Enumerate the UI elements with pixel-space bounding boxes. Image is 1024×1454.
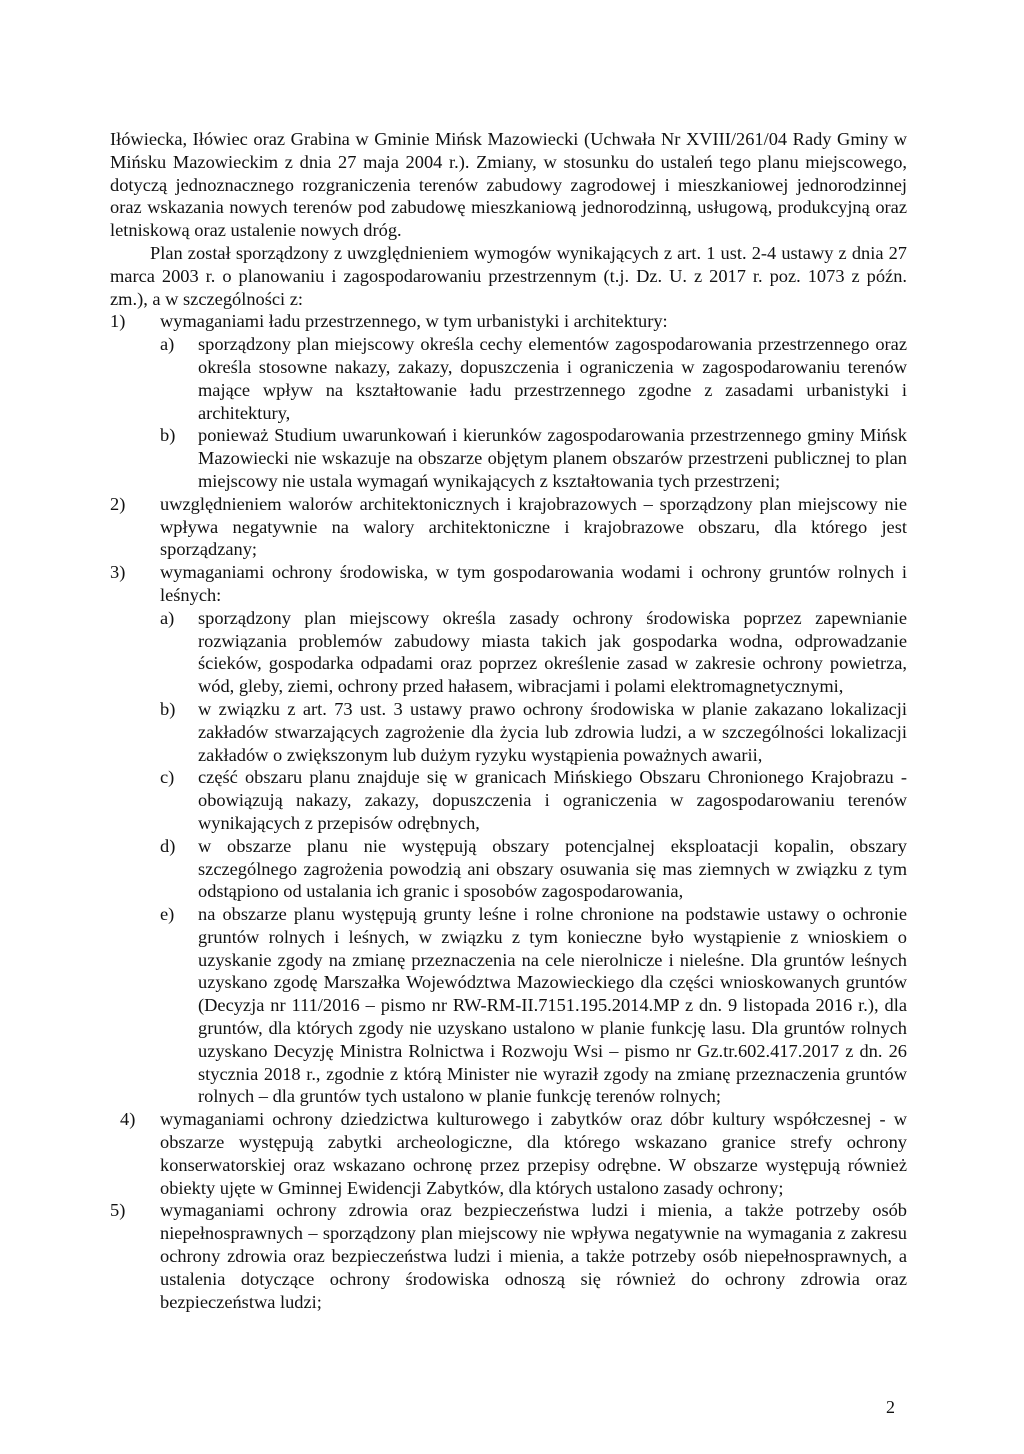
sub-item-text: na obszarze planu występują grunty leśne i rolne chronione na podstawie ustawy o ochronie gruntów rolnych i leśnych, w związku z tym konieczne było wystąpienie z wnioskiem o uzyskanie zgody na zmianę przeznaczenia na cele nierolnicze i nieleśne. Dla gruntów leśnych uzyskano zgodę Marszałka Województwa Mazowieckiego dla części wnioskowanych gruntów (Decyzja nr 111/2016 – pismo nr RW-RM-II.7151.195.2014.MP z dn. 9 listopada 2016 r.), dla gruntów, dla których zgody nie uzyskano ustalono w planie funkcję lasu. Dla gruntów rolnych uzyskano Decyzję Ministra Rolnictwa i Rozwoju Wsi – pismo nr Gz.tr.602.417.2017 z dn. 26 stycznia 2018 r., zgodnie z którą Minister nie wyraził zgody na zmianę przeznaczenia gruntów rolnych – dla gruntów tych ustalono w planie funkcję terenów rolnych;	[198, 904, 907, 1107]
sub-item-text: część obszaru planu znajduje się w granicach Mińskiego Obszaru Chronionego Krajobrazu - obowiązują nakazy, zakazy, dopuszczenia i ograniczenia w zagospodarowaniu terenów wynikających z przepisów odrębnych,	[198, 767, 907, 833]
list-item-number: 1)	[110, 311, 126, 332]
sub-item-3a	[160, 607, 907, 698]
sub-item-letter: b)	[160, 698, 176, 719]
list-item-text: wymaganiami ochrony zdrowia oraz bezpieczeństwa ludzi i mienia, a także potrzeby osób niepełnosprawnych – sporządzony plan miejscowy nie wpływa negatywnie na wymagania z zakresu ochrony zdrowia oraz bezpieczeństwa ludzi i mienia, a także potrzeby osób niepełnosprawnych, a ustalenia dotyczące ochrony środowiska odnoszą się również do ochrony zdrowia oraz bezpieczeństwa ludzi;	[160, 1200, 907, 1312]
list-item-number: 3)	[110, 562, 126, 583]
list-item-text: wymaganiami ochrony dziedzictwa kulturowego i zabytków oraz dóbr kultury współczesnej - w obszarze występują zabytki archeologiczne, dla którego wskazano granice strefy ochrony konserwatorskiej oraz wskazano ochronę przez przepisy odrębne. W obszarze występują również obiekty ujęte w Gminnej Ewidencji Zabytków, dla których ustalono zasady ochrony;	[160, 1109, 907, 1198]
sub-item-letter: b)	[160, 425, 176, 446]
list-item-text: uwzględnieniem walorów architektonicznych i krajobrazowych – sporządzony plan miejscowy nie wpływa negatywnie na walory architektoniczne i krajobrazowe obszaru, dla którego jest sporządzany;	[160, 493, 907, 560]
sub-item-text: w obszarze planu nie występują obszary potencjalnej eksploatacji kopalin, obszary szczególnego zagrożenia powodzią ani obszary osuwania się mas ziemnych w związku z tym odstąpiono od ustalania ich granic i sposobów zagospodarowania,	[198, 835, 907, 902]
sub-item-text: sporządzony plan miejscowy określa zasady ochrony środowiska poprzez zapewnianie rozwiązania problemów zabudowy miasta takich jak gospodarka wodna, odprowadzanie ścieków, gospodarka odpadami oraz poprzez określenie zasad w zakresie ochrony powietrza, wód, gleby, ziemi, ochrony przed hałasem, wibracjami i polami elektromagnetycznymi,	[198, 607, 907, 697]
sub-item-letter: d)	[160, 835, 176, 856]
list-item-number: 2)	[110, 493, 126, 514]
list-item-5	[110, 1199, 907, 1313]
list-item-1	[110, 310, 907, 333]
page-number: 2	[886, 1397, 895, 1417]
intro-paragraph: Iłówiecka, Iłówiec oraz Grabina w Gminie Mińsk Mazowiecki (Uchwała Nr XVIII/261/04 Rady Gminy w Mińsku Mazowieckim z dnia 27 maja 2004 r.). Zmiany, w stosunku do ustaleń tego planu miejscowego, dotyczą jednoznacznego rozgraniczenia terenów zabudowy zagrodowej i mieszkaniowej jednorodzinnej oraz wskazania nowych terenów pod zabudowę mieszkaniową jednorodzinną, usługową, produkcyjną oraz letniskową oraz ustalenie nowych dróg.	[110, 129, 907, 241]
sub-item-text: ponieważ Studium uwarunkowań i kierunków zagospodarowania przestrzennego gminy Mińsk Mazowiecki nie wskazuje na obszarze objętym planem obszarów przestrzeni publicznej to plan miejscowy nie ustala wymagań wynikających z kształtowania tych przestrzeni;	[198, 425, 907, 491]
list-item-text: wymaganiami ochrony środowiska, w tym gospodarowania wodami i ochrony gruntów rolnych i leśnych:	[160, 562, 907, 605]
list-item-4	[110, 1108, 907, 1199]
document-body	[110, 128, 907, 1313]
list-item-number: 4)	[120, 1109, 136, 1130]
sub-item-1b	[160, 424, 907, 492]
sub-item-letter: c)	[160, 767, 175, 788]
sub-item-letter: a)	[160, 607, 175, 628]
sub-item-text: sporządzony plan miejscowy określa cechy elementów zagospodarowania przestrzennego oraz określa stosowne nakazy, zakazy, dopuszczenia i ograniczenia w zagospodarowaniu terenów mające wpływ na kształtowanie ładu przestrzennego zgodne z zasadami urbanistyki i architektury,	[198, 334, 907, 423]
list-item-number: 5)	[110, 1200, 126, 1221]
plan-paragraph: Plan został sporządzony z uwzględnieniem wymogów wynikających z art. 1 ust. 2-4 ustawy z dnia 27 marca 2003 r. o planowaniu i zagospodarowaniu przestrzennym (t.j. Dz. U. z 2017 r. poz. 1073 z późn. zm.), a w szczególności z:	[110, 242, 907, 309]
list-item-2	[110, 493, 907, 561]
list-item-text: wymaganiami ładu przestrzennego, w tym urbanistyki i architektury:	[160, 311, 668, 332]
sub-item-3e	[160, 903, 907, 1108]
sub-item-3c	[160, 766, 907, 834]
sub-item-letter: e)	[160, 904, 175, 925]
sub-item-1a	[160, 333, 907, 424]
sub-item-3d	[160, 835, 907, 903]
sub-item-letter: a)	[160, 334, 175, 355]
sub-item-3b	[160, 698, 907, 766]
sub-item-text: w związku z art. 73 ust. 3 ustawy prawo ochrony środowiska w planie zakazano lokalizacji zakładów stwarzających zagrożenie dla życia lub zdrowia ludzi, a w szczególności lokalizacji zakładów o zwiększonym lub dużym ryzyku wystąpienia poważnych awarii,	[198, 698, 907, 765]
list-item-3	[110, 561, 907, 607]
